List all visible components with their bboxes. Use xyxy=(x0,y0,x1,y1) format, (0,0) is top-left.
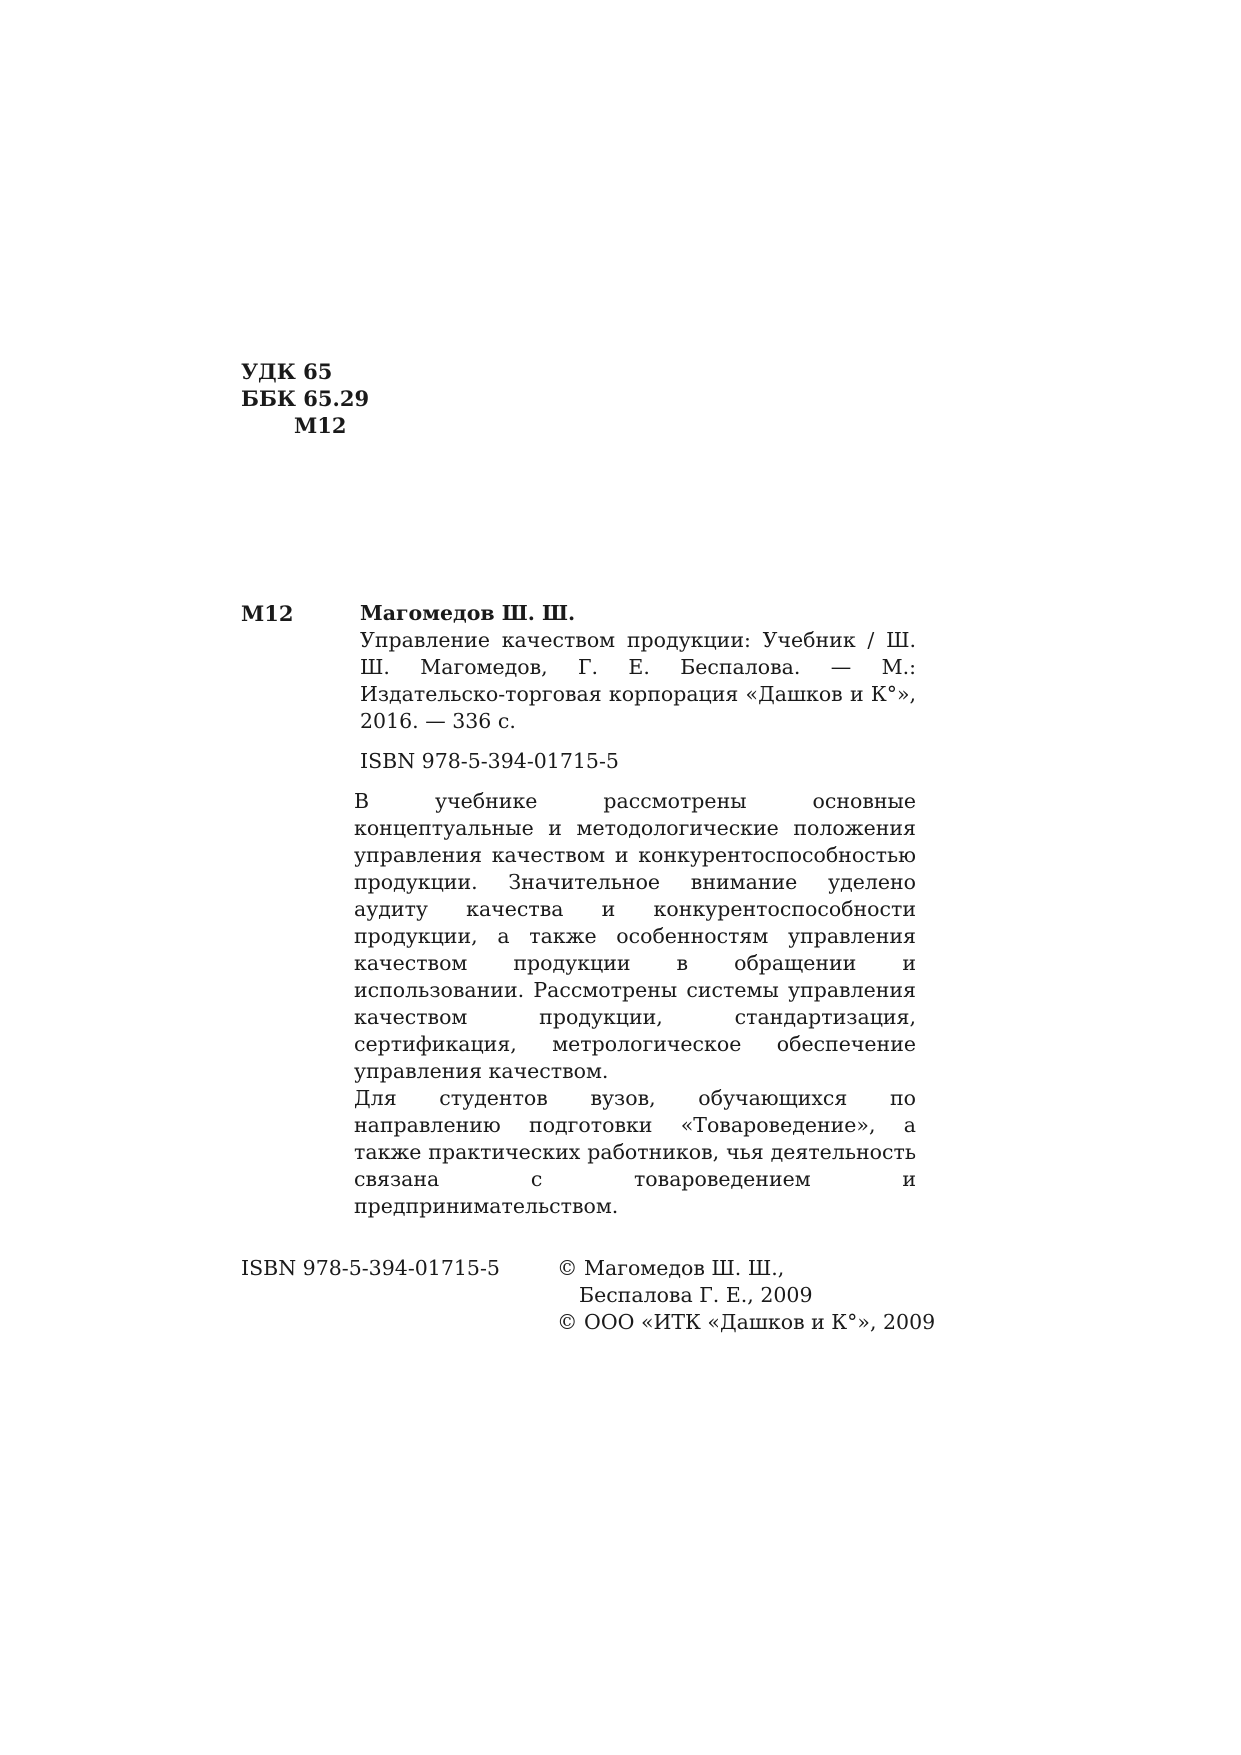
copyright-line-3: © ООО «ИТК «Дашков и К°», 2009 xyxy=(557,1310,936,1334)
book-description xyxy=(360,627,916,735)
udk-code: УДК 65 xyxy=(241,359,333,384)
bibliographic-record xyxy=(354,600,916,1220)
book-description-text: Управление качеством продукции: Учебник / Ш. Ш. Магомедов, Г. Е. Беспалова. — М.: Издательско-торговая корпорация «Дашков и К°», 2016. — 336 с. xyxy=(360,628,916,733)
copyright-line-2: Беспалова Г. Е., 2009 xyxy=(579,1283,813,1307)
footer-isbn: ISBN 978-5-394-01715-5 xyxy=(241,1256,500,1280)
bib-isbn: ISBN 978-5-394-01715-5 xyxy=(360,749,619,773)
author-mark-code: М12 xyxy=(294,413,347,438)
audience-text: Для студентов вузов, обучающихся по направлению подготовки «Товароведение», а также практических работников, чья деятельность связана с товароведением и предпринимательством. xyxy=(354,1086,916,1218)
abstract-text: В учебнике рассмотрены основные концептуальные и методологические положения управления качеством и конкурентоспособностью продукции. Значительное внимание уделено аудиту качества и конкурентоспособности продукции, а также особенностям управления качеством продукции в обращении и использовании. Рассмотрены системы управления качеством продукции, стандартизация, сертификация, метрологическое обеспечение управления качеством. xyxy=(354,789,916,1083)
audience xyxy=(354,1085,916,1220)
copyright-line-1: © Магомедов Ш. Ш., xyxy=(557,1256,785,1280)
abstract xyxy=(354,788,916,1085)
bbk-code: ББК 65.29 xyxy=(241,386,370,411)
bib-author-mark: М12 xyxy=(241,601,294,626)
copyright-block xyxy=(557,1255,935,1336)
author-heading: Магомедов Ш. Ш. xyxy=(360,601,576,625)
